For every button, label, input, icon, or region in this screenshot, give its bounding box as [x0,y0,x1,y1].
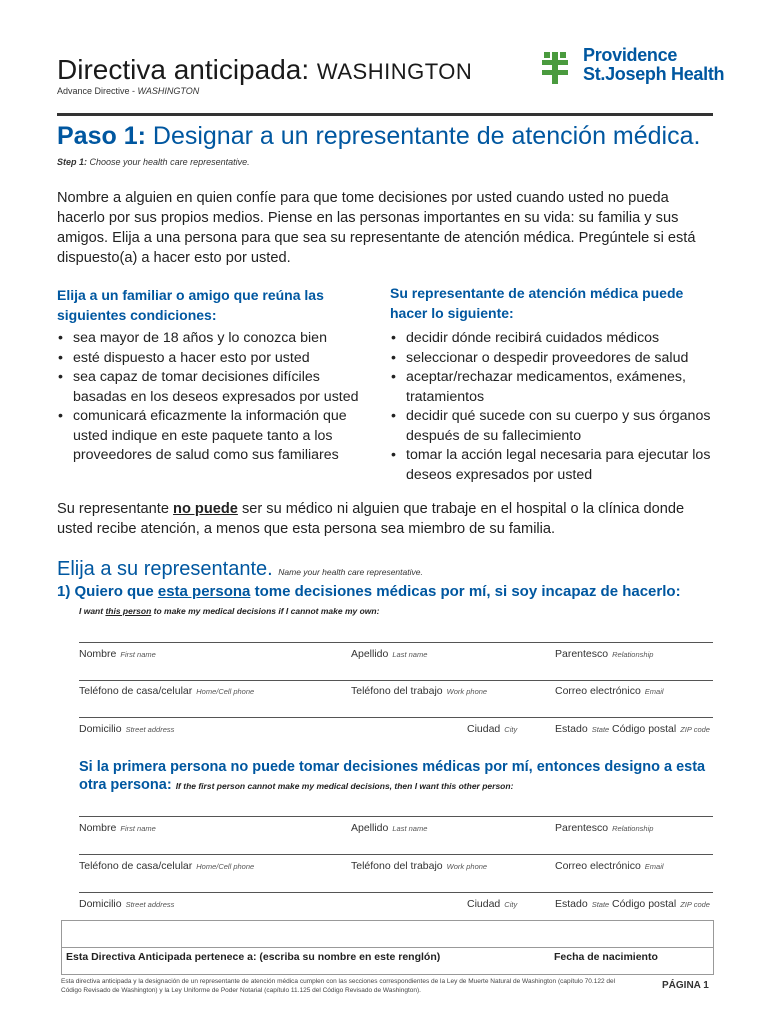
q1-sub-after: to make my medical decisions if I cannot make my own: [151,606,380,616]
q1-underlined: esta persona [157,583,251,600]
zip-field[interactable]: Código postal ZIP code [612,723,710,735]
first-name-field-2[interactable]: Nombre First name [79,822,156,834]
q1-before: Quiero que [70,583,158,600]
step-sub-label: Step 1: [57,157,88,167]
note-after: ser su médico ni alguien que trabaje en el hospital o la clínica donde usted recibe atención, a menos que esta persona sea miembro de su familia. [57,501,685,537]
right-column-heading: Su representante de atención médica puede hacer lo siguiente: [390,285,684,321]
owner-label: Esta Directiva Anticipada pertenece a: (escriba su nombre en este renglón) [66,951,441,963]
logo-line1: Providence [583,45,678,65]
city-field[interactable]: Ciudad City [467,723,518,735]
form-line [79,892,713,893]
title-state: WASHINGTON [316,59,473,84]
subtitle-state: WASHINGTON [137,86,200,96]
note-emphasis: no puede [173,501,238,517]
intro-paragraph: Nombre a alguien en quien confíe para que tome decisiones por usted cuando usted no pueda hacerlo por sus propios medios. Piense en las personas importantes en su vida: su familia y sus amigos. Elija a una persona para que sea su representante de atención médica. Pregúntele si está dispuesto(a) a hacer esto por usted. [57,190,696,266]
page-number: PÁGINA 1 [662,980,709,991]
choose-heading [57,558,423,581]
state-field[interactable]: Estado State [555,723,610,735]
q2-sub: If the first person cannot make my medical decisions, then I want this other person: [175,781,514,791]
document-title [57,54,472,86]
question-1-subtitle [79,606,379,616]
question-1 [57,583,681,600]
legal-footnote: Esta directiva anticipada y la designación de un representante de atención médica cumplen con las secciones correspondientes de la Ley de Muerte Natural de Washington (capítulo 70.122 del Código Revisado de Washington) y la Ley Uniforme de Poder Notarial (capítulo 11.125 del Código Revisado de Washington). [61,978,616,994]
choose-title: Elija a su representante. [57,558,273,580]
document-subtitle [57,86,199,96]
logo [583,46,724,84]
note-before: Su representante [57,501,174,517]
address-field[interactable]: Domicilio Street address [79,723,175,735]
owner-name-box[interactable] [61,920,714,975]
email-field[interactable]: Correo electrónico Email [555,685,664,697]
zip-field-2[interactable]: Código postal ZIP code [612,898,710,910]
list-item: • seleccionar o despedir proveedores de salud [390,349,715,369]
list-item: • esté dispuesto a hacer esto por usted [57,349,372,369]
step-label: Paso 1: [57,122,146,150]
last-name-field-2[interactable]: Apellido Last name [351,822,428,834]
form-line [79,680,713,681]
form-line [79,854,713,855]
city-field-2[interactable]: Ciudad City [467,898,518,910]
subtitle-prefix: Advance Directive - [57,86,138,96]
list-item: • aceptar/rechazar medicamentos, exámenes, tratamientos [390,368,715,407]
owner-box-divider [62,947,713,948]
q1-number: 1) [57,583,71,600]
list-item: • decidir dónde recibirá cuidados médicos [390,329,715,349]
relationship-field[interactable]: Parentesco Relationship [555,648,654,660]
right-column-list [390,329,715,485]
form-line [79,642,713,643]
work-phone-field-2[interactable]: Teléfono del trabajo Work phone [351,860,488,872]
first-name-field[interactable]: Nombre First name [79,648,156,660]
work-phone-field[interactable]: Teléfono del trabajo Work phone [351,685,488,697]
logo-line2: St.Joseph Health [583,64,725,84]
list-item: • sea capaz de tomar decisiones difíciles basadas en los deseos expresados por usted [57,368,372,407]
step-subtitle [57,157,250,167]
address-field-2[interactable]: Domicilio Street address [79,898,175,910]
list-item: • sea mayor de 18 años y lo conozca bien [57,329,372,349]
title-text: Directiva anticipada: [57,54,310,85]
list-item: • decidir qué sucede con su cuerpo y sus órganos después de su fallecimiento [390,407,715,446]
step-sub-text: Choose your health care representative. [87,157,250,167]
left-column-list [57,329,372,466]
relationship-field-2[interactable]: Parentesco Relationship [555,822,654,834]
representative-note [57,499,717,539]
step-title-text: Designar a un representante de atención médica. [145,122,701,150]
q1-sub-underlined: this person [105,606,152,616]
choose-sub: Name your health care representative. [278,567,423,577]
header-divider [57,113,713,116]
dob-label: Fecha de nacimiento [554,951,658,963]
home-phone-field[interactable]: Teléfono de casa/celular Home/Cell phone [79,685,255,697]
list-item: • tomar la acción legal necesaria para ejecutar los deseos expresados por usted [390,446,715,485]
home-phone-field-2[interactable]: Teléfono de casa/celular Home/Cell phone [79,860,255,872]
form-line [79,717,713,718]
last-name-field[interactable]: Apellido Last name [351,648,428,660]
form-line [79,816,713,817]
q1-after: tome decisiones médicas por mí, si soy incapaz de hacerlo: [250,583,681,600]
left-column-heading: Elija a un familiar o amigo que reúna las siguientes condiciones: [57,287,324,323]
email-field-2[interactable]: Correo electrónico Email [555,860,664,872]
q2-text: Si la primera persona no puede tomar decisiones médicas por mí, entonces designo a esta otra persona: [79,759,706,793]
step-title [57,122,700,151]
q1-sub-before: I want [79,606,106,616]
list-item: • comunicará eficazmente la información que usted indique en este paquete tanto a los proveedores de salud como sus familiares [57,407,372,466]
state-field-2[interactable]: Estado State [555,898,610,910]
question-2 [79,758,719,795]
